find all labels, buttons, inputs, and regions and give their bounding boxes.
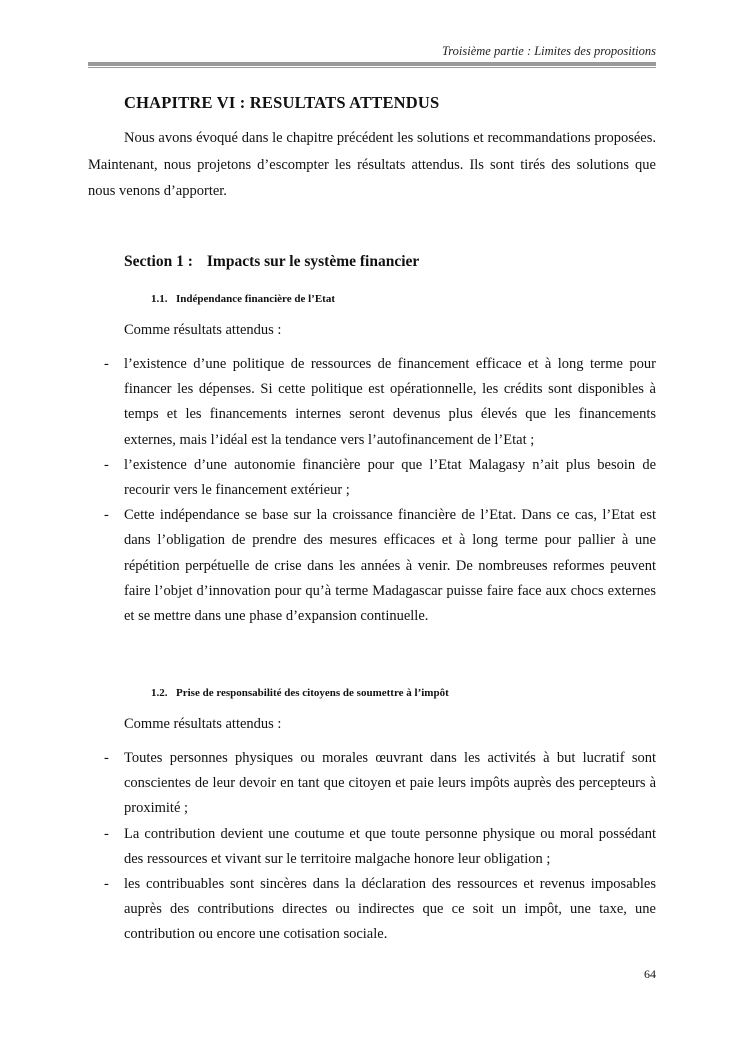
list-item [88,503,656,629]
bullet-dash: - [104,507,109,524]
bullet-dash: - [104,876,109,893]
subsection-number: 1.1. [151,293,168,305]
subsection-title: Prise de responsabilité des citoyens de soumettre à l’impôt [176,687,449,699]
list-item [88,453,656,503]
chapter-title: CHAPITRE VI : RESULTATS ATTENDUS [124,93,440,112]
page-number: 64 [644,967,656,981]
subsection-intro: Comme résultats attendus : [124,716,282,732]
list-item [88,746,656,822]
list-item [88,352,656,453]
bullet-list [88,746,656,948]
list-item-text: La contribution devient une coutume et que toute personne physique ou moral possédant des ressources et vivant sur le territoire malgache honore leur obligation ; [124,825,656,867]
chapter-intro: Nous avons évoqué dans le chapitre précédent les solutions et recommandations proposées. Maintenant, nous projetons d’escompter les résultats attendus. Ils sont tirés des solutions que nous venons d’apporter. [88,130,656,199]
section-heading [124,253,419,271]
bullet-dash: - [104,825,109,842]
bullet-dash: - [104,456,109,473]
section-label: Section 1 : [124,253,193,270]
bullet-dash: - [104,750,109,766]
subsection-title: Indépendance financière de l’Etat [176,293,335,305]
list-item-text: l’existence d’une politique de ressources de financement efficace et à long terme pour financer les dépenses. Si cette politique est opérationnelle, les crédits sont disponibles à temps et les financements internes seront devenus plus élevés que les financements externes, mais l’idéal est la tendance vers l’autofinancement de l’Etat ; [124,356,656,448]
list-item-text: les contribuables sont sincères dans la déclaration des ressources et revenus imposables auprès des contributions directes ou indirectes que ce soit un impôt, une taxe, une contribution ou encore une cotisation sociale. [124,876,656,943]
subsection-intro: Comme résultats attendus : [124,322,282,338]
list-item-text: Toutes personnes physiques ou morales œuvrant dans les activités à but lucratif sont conscientes de leur devoir en tant que citoyen et paie leurs impôts auprès des percepteurs à proximité ; [124,750,656,817]
running-header: Troisième partie : Limites des propositions [441,44,656,58]
section-title: Impacts sur le système financier [206,253,420,270]
header-rule [88,62,656,68]
subsection-number: 1.2. [151,687,168,699]
bullet-dash: - [104,356,109,372]
list-item-text: Cette indépendance se base sur la croissance financière de l’Etat. Dans ce cas, l’Etat est dans l’obligation de prendre des mesures efficaces et à long terme pour pallier à une répétition perpétuelle de crise dans les années à venir. De nombreuses reformes peuvent faire l’objet d’innovation pour qu’à terme Madagascar puisse faire face aux chocs externes et se mettre dans une phase d’expansion continuelle. [124,507,656,625]
list-item-text: l’existence d’une autonomie financière pour que l’Etat Malagasy n’ait plus besoin de recourir vers le financement extérieur ; [124,456,656,499]
bullet-list [88,352,656,629]
subsection-heading [151,687,449,699]
list-item [88,822,656,872]
subsection-heading [151,293,335,305]
list-item [88,872,656,948]
